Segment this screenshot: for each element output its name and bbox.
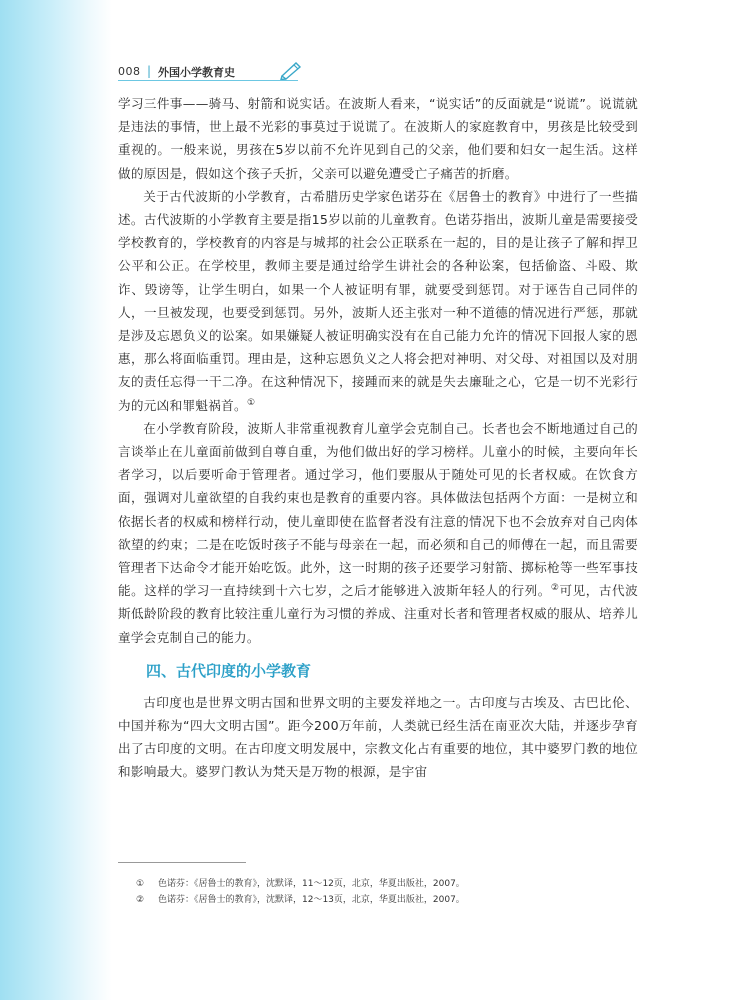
page-body (118, 92, 638, 784)
paragraph-text: 学习三件事——骑马、射箭和说实话。在波斯人看来，“说实话”的反面就是“说谎”。说谎就是违法的事情，世上最不光彩的事莫过于说谎了。在波斯人的家庭教育中，男孩是比较受到重视的。一般来说，男孩在5岁以前不允许见到自己的父亲，他们要和妇女一起生活。这样做的原因是，假如这个孩子夭折，父亲可以避免遭受亡子痛苦的折磨。 (118, 96, 638, 181)
footnote (136, 892, 636, 908)
footnote-divider (118, 862, 246, 863)
footnote-mark: ② (136, 895, 145, 905)
paragraph (118, 417, 638, 649)
footnote-reference[interactable]: ② (550, 583, 560, 594)
footnote-reference[interactable]: ① (246, 397, 256, 408)
page-number: 008 (118, 65, 141, 78)
section-heading: 四、古代印度的小学教育 (146, 661, 312, 680)
paragraph (118, 185, 638, 417)
footnote (136, 876, 636, 892)
paragraph-text: 古印度也是世界文明古国和世界文明的主要发祥地之一。古印度与古埃及、古巴比伦、中国并称为“四大文明古国”。距今200万年前，人类就已经生活在南亚次大陆，并逐步孕育出了古印度的文明。在古印度文明发展中，宗教文化占有重要的地位，其中婆罗门教的地位和影响最大。婆罗门教认为梵天是万物的根源，是宇宙 (118, 694, 638, 780)
paragraph-text: 可见，古代波斯低龄阶段的教育比较注重儿童行为习惯的养成、注重对长者和管理者权威的服从、培养儿童学会克制自己的能力。 (118, 583, 638, 645)
page-header (118, 60, 638, 90)
paragraph-text: 在小学教育阶段，波斯人非常重视教育儿童学会克制自己。长者也会不断地通过自己的言谈举止在儿童面前做到自尊自重，为他们做出好的学习榜样。儿童小的时候，主要向年长者学习，以后要听命于管理者。通过学习，他们要服从于随处可见的长者权威。在饮食方面，强调对儿童欲望的自我约束也是教育的重要内容。具体做法包括两个方面：一是树立和依据长者的权威和榜样行动，使儿童即使在监督者没有注意的情况下也不会放弃对自己肉体欲望的约束；二是在吃饭时孩子不能与母亲在一起，而必须和自己的师傅在一起，而且需要管理者下达命令才能开始吃饭。此外，这一时期的孩子还要学习射箭、掷标枪等一些军事技能。这样的学习一直持续到十六七岁，之后才能够进入波斯年轻人的行列。 (118, 420, 638, 599)
paragraph-text: 关于古代波斯的小学教育，古希腊历史学家色诺芬在《居鲁士的教育》中进行了一些描述。古代波斯的小学教育主要是指15岁以前的儿童教育。色诺芬指出，波斯儿童是需要接受学校教育的，学校教育的内容是与城邦的社会公正联系在一起的，目的是让孩子了解和捍卫公平和公正。在学校里，教师主要是通过给学生讲社会的各种讼案，包括偷盗、斗殴、欺诈、毁谤等，让学生明白，如果一个人被证明有罪，就要受到惩罚。对于诬告自己同伴的人，一旦被发现，也要受到惩罚。另外，波斯人还主张对一种不道德的情况进行严惩，那就是涉及忘恩负义的讼案。如果嫌疑人被证明确实没有在自己能力允许的情况下回报人家的恩惠，那么将面临重罚。理由是，这种忘恩负义之人将会把对神明、对父母、对祖国以及对朋友的责任忘得一干二净。在这种情况下，接踵而来的就是失去廉耻之心，它是一切不光彩行为的元凶和罪魁祸首。 (118, 188, 638, 413)
pencil-icon (278, 60, 306, 80)
footnote-text: 色诺芬：《居鲁士的教育》，沈默译，11～12页，北京，华夏出版社，2007。 (158, 879, 465, 889)
paragraph (118, 92, 638, 185)
footnote-mark: ① (136, 879, 145, 889)
running-title: 外国小学教育史 (158, 66, 235, 79)
paragraph (118, 691, 638, 784)
header-underline (118, 80, 298, 81)
side-color-band (0, 0, 112, 1000)
footnotes (136, 876, 636, 908)
footnote-text: 色诺芬：《居鲁士的教育》，沈默译，12～13页，北京，华夏出版社，2007。 (158, 895, 465, 905)
header-separator: | (147, 64, 152, 78)
